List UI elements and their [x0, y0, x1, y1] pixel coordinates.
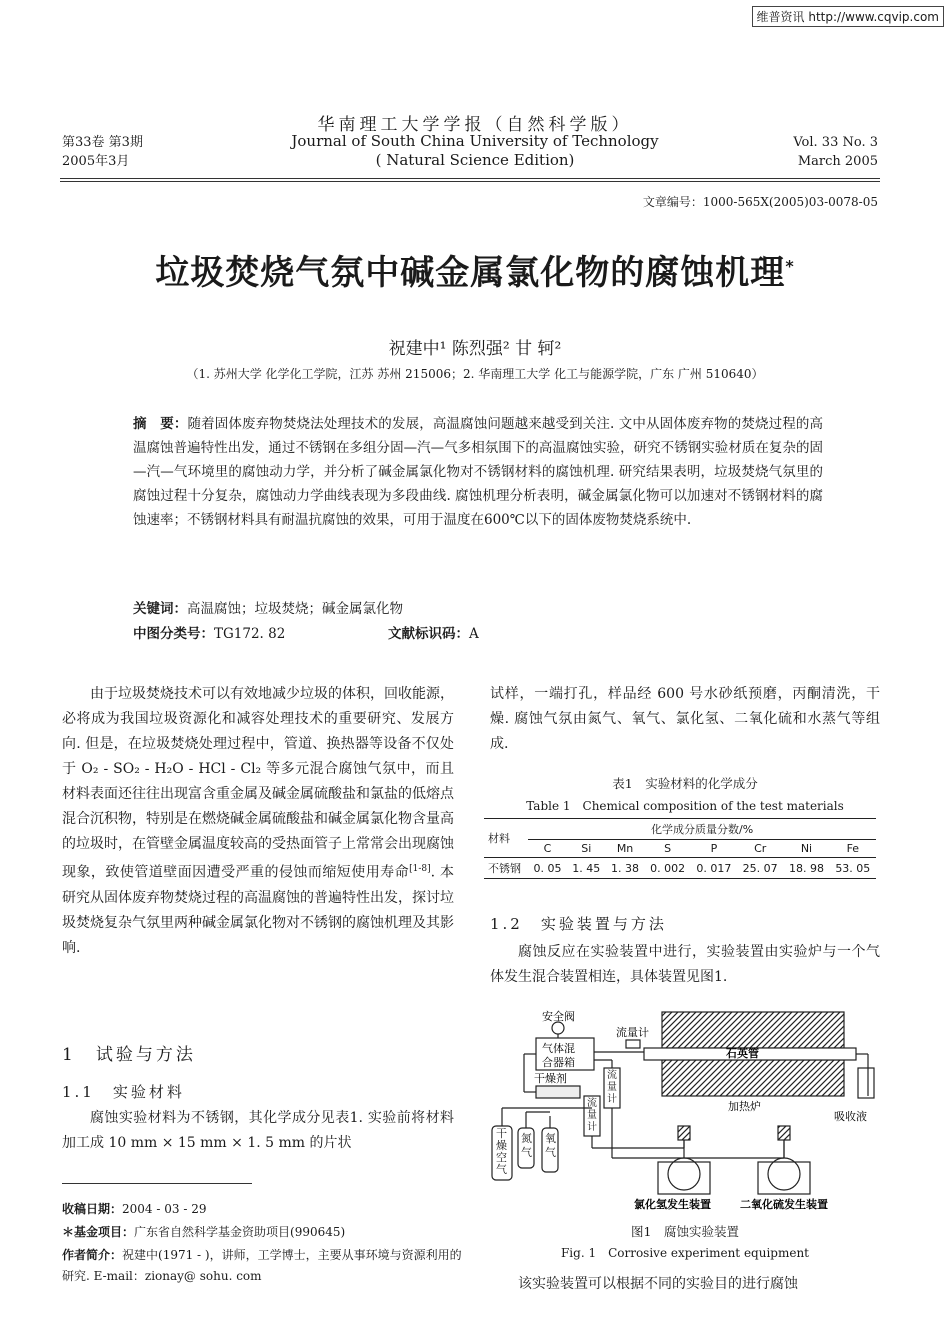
journal-title-cn: 华南理工大学学报（自然科学版）: [317, 115, 633, 135]
absorber-vessel: [858, 1068, 874, 1098]
intro-text: 由于垃圾焚烧技术可以有效地减少垃圾的体积，回收能源，必将成为我国垃圾资源化和减容处理技术的重要研究、发展方向. 但是，在垃圾焚烧处理过程中，管道、换热器等设备不仅处于 O₂ - SO₂ - H₂O - HCl - Cl₂ 等多元混合腐蚀气氛中，而且材料表面还往往出现富含重金属及碱金属硫酸盐和氯盐的低熔点混合沉积物，特别是在燃烧碱金属硫酸盐和碱金属氯化物含量高的垃圾时，在管壁金属温度较高的受热面管子上常常会出现腐蚀现象，致使管道壁面因遭受严重的侵蚀而缩短使用寿命: [62, 686, 454, 881]
section-1-2-heading: 1.2 实验装置与方法: [490, 915, 667, 933]
paper-title: [0, 245, 950, 294]
journal-title-en: Journal of South China University of Technology: [291, 132, 659, 150]
intro-tail: . 本研究从固体废弃物焚烧过程的高温腐蚀的普遍特性出发，探讨垃圾焚烧复杂气氛里两种碱金属氯化物对不锈钢的腐蚀机理及其影响.: [62, 864, 455, 956]
header-rule-bottom: [60, 181, 880, 182]
col-header: S: [664, 842, 672, 855]
intro-paragraph: [62, 682, 454, 961]
label-mixer-1: 气体混: [542, 1042, 575, 1055]
hcl-generator-bath: [658, 1162, 710, 1194]
table-row: [484, 858, 876, 879]
label-nitrogen: 氮气: [521, 1132, 532, 1159]
doc-code-text: A: [469, 626, 479, 642]
footnote-received: [62, 1199, 462, 1220]
abstract-label: 摘 要：: [133, 416, 188, 432]
label-furnace: 加热炉: [728, 1100, 761, 1113]
col-header: Si: [581, 842, 592, 855]
document-code: [388, 622, 479, 642]
so2-generator-bath: [758, 1162, 810, 1194]
col-header: Ni: [800, 842, 813, 855]
label-hcl-generator: 氯化氢发生装置: [634, 1198, 711, 1211]
date-en-text: March 2005: [797, 154, 878, 169]
fund-text: 广东省自然科学基金资助项目(990645): [134, 1225, 346, 1239]
received-date: 2004 - 03 - 29: [122, 1202, 207, 1216]
clc-number: [133, 622, 285, 642]
volume-cn: [62, 133, 143, 171]
label-safety-valve: 安全阀: [542, 1010, 575, 1023]
clc-text: TG172. 82: [214, 626, 286, 642]
figure-caption-cn: 图1 腐蚀实验装置: [631, 1224, 739, 1239]
furnace-top: [662, 1012, 844, 1048]
volume-en-text: Vol. 33 No. 3: [793, 135, 878, 150]
table-cell: 25. 07: [742, 861, 778, 875]
label-mixer-2: 合器箱: [542, 1056, 575, 1069]
materials-continued: 试样，一端打孔，样品经 600 号水砂纸预磨，丙酮清洗，干燥. 腐蚀气氛由氮气、氧气、氯化氢、二氧化硫和水蒸气等组成.: [490, 686, 880, 752]
fund-label: ＊基金项目：: [62, 1225, 135, 1239]
footnote-author: [62, 1245, 462, 1287]
abstract-text: 随着固体废弃物焚烧法处理技术的发展，高温腐蚀问题越来越受到关注. 文中从固体废弃物的焚烧过程的高温腐蚀普遍特性出发，通过不锈钢在多组分固—汽—气多相氛围下的高温腐蚀实验，研究不锈钢实验材质在复杂的固—汽—气环境里的腐蚀动力学，并分析了碱金属氯化物对不锈钢材料的腐蚀机理. 研究结果表明，垃圾焚烧气氛里的腐蚀过程十分复杂，腐蚀动力学曲线表现为多段曲线. 腐蚀机理分析表明，碱金属氯化物可以加速对不锈钢材料的腐蚀速率；不锈钢材料具有耐温抗腐蚀的效果，可用于温度在600℃以下的固体废物焚烧系统中.: [133, 416, 823, 528]
col-header: C: [543, 842, 552, 855]
label-oxygen: 氧气: [545, 1132, 556, 1159]
method-paragraph: 腐蚀反应在实验装置中进行，实验装置由实验炉与一个气体发生混合装置相连，具体装置见图1.: [490, 944, 880, 985]
so2-generator-flask: [768, 1158, 800, 1190]
keywords-text: 高温腐蚀；垃圾焚烧；碱金属氯化物: [187, 601, 403, 617]
table-group-header: 化学成分质量分数/%: [528, 819, 876, 840]
footnote-rule: [62, 1183, 252, 1184]
label-dryer: 干燥剂: [534, 1072, 567, 1085]
title-footnote-mark: *: [785, 256, 795, 276]
table-cell: 18. 98: [788, 861, 824, 875]
paper-title-text: 垃圾焚烧气氛中碱金属氯化物的腐蚀机理: [155, 253, 786, 293]
received-label: 收稿日期：: [62, 1202, 123, 1216]
figure-caption-en: Fig. 1 Corrosive experiment equipment: [560, 1246, 810, 1260]
header-rule-top: [60, 178, 880, 179]
author-bio-label: 作者简介：: [62, 1248, 123, 1262]
table-cell: 0. 05: [533, 861, 562, 875]
dryer-box: [536, 1086, 580, 1098]
volume-en: [793, 133, 878, 171]
section-1-heading: 1 试验与方法: [62, 1045, 196, 1065]
label-dry-air: 干燥空气: [496, 1127, 507, 1176]
intro-citation: [1-8]: [409, 864, 431, 874]
label-flowmeter: 流量计: [616, 1026, 649, 1039]
authors: 祝建中¹ 陈烈强² 甘 轲²: [388, 339, 562, 359]
label-flowmeter-vertical-1: 流量计: [607, 1070, 617, 1105]
table-caption-en: Table 1 Chemical composition of the test materials: [526, 799, 844, 813]
row-name: 不锈钢: [488, 862, 521, 875]
col-header: Mn: [616, 842, 634, 855]
figure-1-diagram: [484, 1008, 880, 1216]
abstract: [133, 412, 823, 532]
article-number: 文章编号：1000-565X(2005)03-0078-05: [642, 195, 878, 209]
table-cell: 53. 05: [835, 861, 871, 875]
keywords-label: 关键词：: [133, 601, 187, 617]
table-cell: 1. 38: [611, 861, 640, 875]
col-header: P: [710, 842, 718, 855]
table-cell: 1. 45: [572, 861, 601, 875]
volume-cn-text: 第33卷 第3期: [62, 135, 143, 150]
col-header: Cr: [754, 842, 767, 855]
keywords: [133, 597, 403, 617]
journal-edition-en: ( Natural Science Edition): [375, 151, 575, 169]
table-row-header: 材料: [484, 819, 528, 858]
affiliations: （1. 苏州大学 化学化工学院，江苏 苏州 215006；2. 华南理工大学 化工与能源学院，广东 广州 510640）: [186, 367, 764, 381]
closing-line: 该实验装置可以根据不同的实验目的进行腐蚀: [518, 1276, 798, 1292]
label-quartz-tube: 石英管: [726, 1047, 759, 1060]
furnace-bottom: [662, 1060, 844, 1096]
safety-valve-symbol: [552, 1022, 564, 1034]
label-absorber: 吸收液: [834, 1110, 867, 1123]
table-caption-cn: 表1 实验材料的化学成分: [612, 776, 758, 791]
composition-table: [484, 818, 876, 879]
apparatus-svg: [484, 1008, 880, 1216]
table-cell: 0. 017: [696, 861, 732, 875]
label-so2-generator: 二氧化硫发生装置: [740, 1198, 828, 1211]
footnote-fund: [62, 1222, 462, 1243]
label-flowmeter-vertical-2: 流量计: [587, 1098, 597, 1133]
materials-paragraph: 腐蚀实验材料为不锈钢，其化学成分见表1. 实验前将材料加工成 10 mm × 15 mm × 1. 5 mm 的片状: [62, 1110, 454, 1151]
table-header-row: [484, 840, 876, 858]
section-1-1-heading: 1.1 实验材料: [62, 1083, 185, 1101]
hcl-generator-flask: [668, 1158, 700, 1190]
table-cell: 0. 002: [650, 861, 686, 875]
watermark: 维普资讯 http://www.cqvip.com: [752, 6, 944, 27]
author-bio-text: 祝建中(1971 - )，讲师，工学博士，主要从事环境与资源利用的研究. E-mail：zionay@ sohu. com: [62, 1248, 462, 1283]
table-1: [484, 818, 876, 879]
date-cn-text: 2005年3月: [62, 154, 130, 169]
clc-label: 中图分类号：: [133, 626, 214, 642]
doc-code-label: 文献标识码：: [388, 626, 469, 642]
col-header: Fe: [846, 842, 860, 855]
